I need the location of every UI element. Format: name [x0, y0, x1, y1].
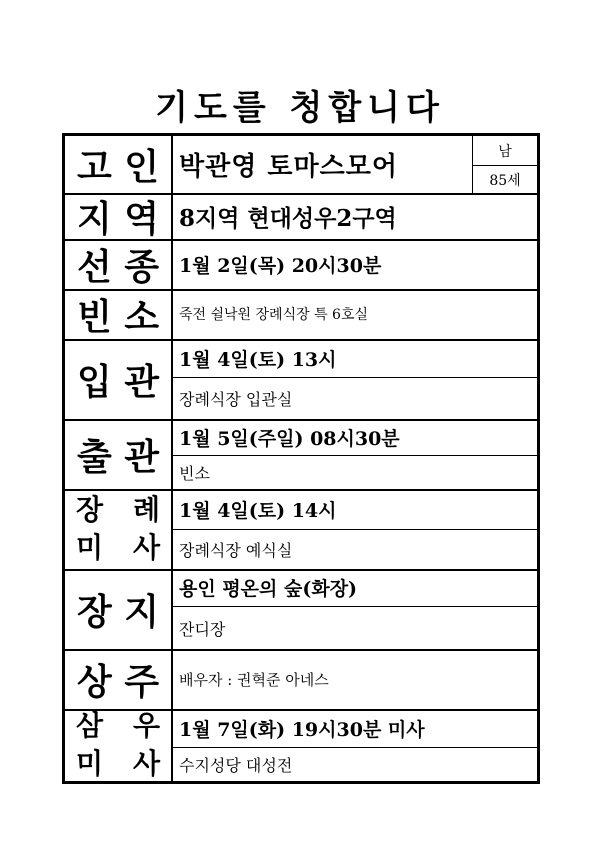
- death-value: 1월 2일(목) 20시30분: [179, 254, 382, 277]
- page-title: 기도를 청합니다: [155, 88, 445, 128]
- label-char: 지: [124, 590, 159, 633]
- label-char: 미: [76, 747, 104, 780]
- label-departure: [65, 419, 171, 489]
- label-deceased: [65, 136, 171, 193]
- burial-type: 잔디장: [179, 619, 226, 639]
- label-char: 빈: [77, 295, 112, 338]
- label-char: 우: [132, 709, 160, 742]
- chief-mourner-value: 배우자 : 권혁준 아네스: [179, 670, 329, 689]
- info-table: [62, 133, 540, 784]
- label-funeral-mass: [65, 489, 171, 569]
- label-region: [65, 193, 171, 239]
- label-char: 지: [77, 197, 112, 240]
- encoffin-place: 장례식장 입관실: [179, 390, 293, 409]
- gender: 남: [498, 143, 512, 160]
- label-char: 례: [132, 493, 160, 526]
- label-char: 삼: [76, 709, 104, 742]
- label-char: 종: [124, 245, 159, 288]
- label-char: 선: [77, 245, 112, 288]
- label-char: 관: [124, 435, 159, 478]
- label-char: 인: [124, 146, 159, 188]
- label-char: 고: [77, 146, 112, 188]
- label-char: 장: [76, 493, 104, 526]
- label-char: 입: [77, 360, 112, 403]
- label-char: 관: [124, 360, 159, 403]
- mortuary-value: 죽전 쉴낙원 장례식장 특 6호실: [179, 307, 368, 323]
- label-char: 사: [132, 747, 160, 780]
- age: 85세: [489, 172, 521, 189]
- label-char: 출: [77, 435, 112, 478]
- label-char: 소: [124, 295, 159, 338]
- label-burial: [65, 569, 171, 649]
- label-encoffin: [65, 339, 171, 419]
- third-day-mass-time: 1월 7일(화) 19시30분 미사: [179, 718, 425, 741]
- label-char: 상: [77, 660, 112, 703]
- funeral-mass-time: 1월 4일(토) 14시: [179, 499, 337, 522]
- label-third-day-mass: [65, 709, 171, 781]
- burial-place: 용인 평온의 숲(화장): [179, 578, 358, 600]
- label-char: 사: [132, 531, 160, 564]
- encoffin-time: 1월 4일(토) 13시: [179, 348, 337, 371]
- departure-time: 1월 5일(주일) 08시30분: [179, 427, 400, 450]
- region-value: 8지역 현대성우2구역: [179, 204, 397, 232]
- label-mortuary: [65, 289, 171, 339]
- label-char: 주: [124, 660, 159, 703]
- label-char: 역: [124, 197, 159, 240]
- funeral-mass-place: 장례식장 예식실: [179, 541, 293, 560]
- label-death: [65, 239, 171, 289]
- label-char: 미: [76, 531, 104, 564]
- label-chief-mourner: [65, 649, 171, 709]
- third-day-mass-place: 수지성당 대성전: [179, 756, 293, 775]
- departure-place: 빈소: [179, 464, 210, 483]
- label-char: 장: [77, 590, 112, 633]
- deceased-name: 박관영 토마스모어: [179, 152, 398, 182]
